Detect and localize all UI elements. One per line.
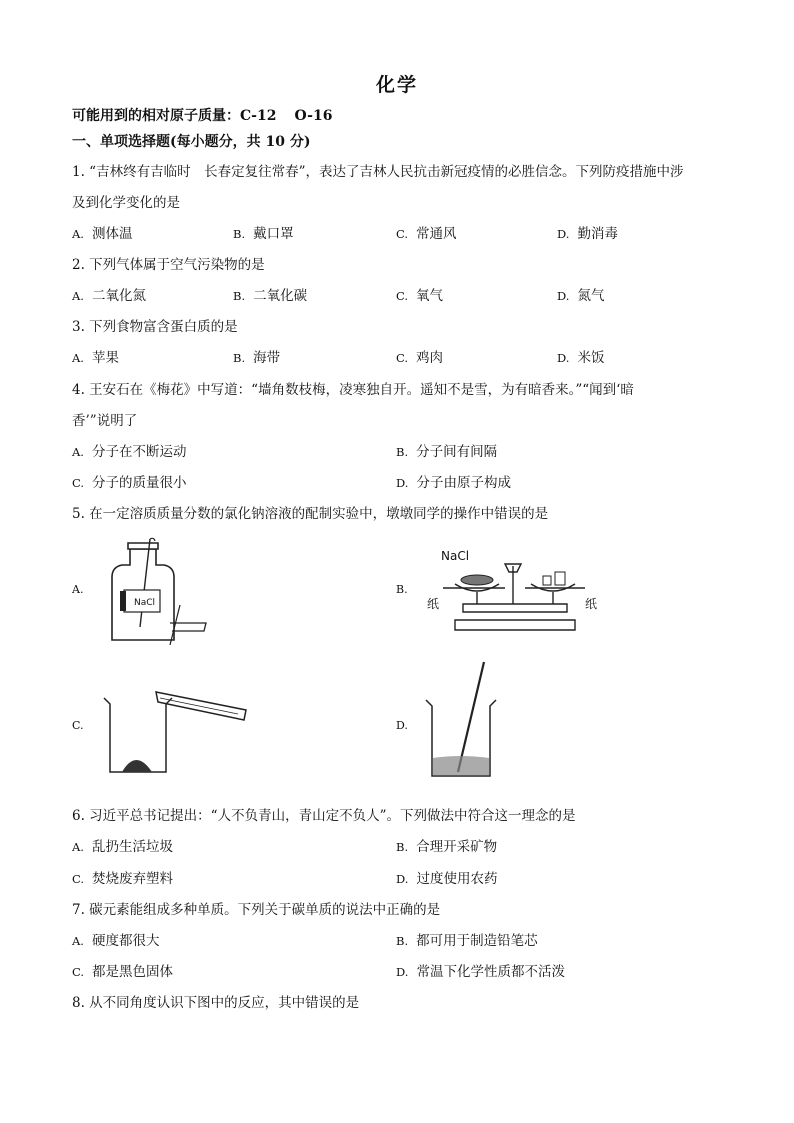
- option-text: 常温下化学性质都不活泼: [416, 964, 565, 980]
- q6-option-a[interactable]: [72, 835, 173, 855]
- option-text: 海带: [253, 350, 281, 366]
- option-text: 氮气: [577, 288, 605, 304]
- q5-option-a-label[interactable]: A.: [72, 583, 84, 596]
- option-letter: B.: [233, 351, 246, 365]
- q2-option-d[interactable]: [557, 284, 604, 304]
- section-heading: 一、单项选择题(每小题分，共 10 分): [72, 134, 311, 150]
- option-text: 都可用于制造铅笔芯: [416, 933, 538, 949]
- option-letter: B.: [396, 840, 409, 854]
- option-text: 分子在不断运动: [91, 444, 187, 460]
- q1-option-b[interactable]: [233, 222, 294, 242]
- option-text: 都是黑色固体: [92, 964, 174, 980]
- option-letter: C.: [72, 965, 85, 979]
- q6-option-b[interactable]: [396, 835, 497, 855]
- option-letter: D.: [396, 872, 409, 886]
- atomic-mass-info: [72, 105, 332, 125]
- option-letter: D.: [396, 965, 409, 979]
- option-letter: A.: [72, 840, 84, 854]
- option-text: 分子由原子构成: [416, 475, 511, 491]
- q4-option-d[interactable]: [396, 471, 511, 491]
- option-letter: A.: [72, 289, 84, 303]
- q2-option-a[interactable]: [72, 284, 146, 304]
- right-paper-label: 纸: [585, 597, 598, 611]
- balance-figure: [425, 542, 605, 634]
- q7-stem: 7. 碳元素能组成多种单质。下列关于碳单质的说法中正确的是: [72, 902, 441, 918]
- option-text: 常通风: [416, 226, 457, 242]
- option-letter: D.: [557, 289, 570, 303]
- q6-option-c[interactable]: [72, 867, 173, 887]
- q6-option-d[interactable]: [396, 867, 497, 887]
- option-letter: C.: [72, 476, 85, 490]
- option-letter: B.: [233, 289, 246, 303]
- option-text: 硬度都很大: [91, 933, 160, 949]
- q1-option-a[interactable]: [72, 222, 132, 242]
- q6-stem: 6. 习近平总书记提出：“人不负青山，青山定不负人”。下列做法中符合这一理念的是: [72, 808, 576, 824]
- option-text: 二氧化碳: [253, 288, 308, 304]
- q4-option-c[interactable]: [72, 471, 187, 491]
- option-text: 氧气: [416, 288, 444, 304]
- q3-option-d[interactable]: [557, 346, 604, 366]
- stirring-beaker-figure: [420, 658, 510, 783]
- option-letter: B.: [233, 227, 246, 241]
- q1-option-c[interactable]: [396, 222, 457, 242]
- q3-stem: 3. 下列食物富含蛋白质的是: [72, 319, 238, 335]
- option-text: 焚烧废弃塑料: [92, 871, 174, 887]
- q3-option-b[interactable]: [233, 346, 280, 366]
- reagent-bottle-figure: [100, 535, 210, 645]
- q2-option-c[interactable]: [396, 284, 443, 304]
- option-text: 合理开采矿物: [416, 839, 498, 855]
- q7-option-b[interactable]: [396, 929, 538, 949]
- option-letter: D.: [557, 351, 570, 365]
- q4-stem-line-2: 香’”说明了: [72, 413, 138, 429]
- q5-option-d-label[interactable]: D.: [396, 719, 408, 732]
- q1-stem-line-1: 1. “吉林终有吉临时 长春定复往常春”，表达了吉林人民抗击新冠疫情的必胜信念。下列防疫措施中涉: [72, 164, 684, 180]
- q5-stem: 5. 在一定溶质质量分数的氯化钠溶液的配制实验中，墩墩同学的操作中错误的是: [72, 506, 549, 522]
- option-text: 戴口罩: [253, 226, 294, 242]
- left-paper-label: 纸: [427, 597, 440, 611]
- q4-stem-line-1: 4. 王安石在《梅花》中写道：“墙角数枝梅，凌寒独自开。遥知不是雪，为有暗香来。”“闻到‘暗: [72, 382, 634, 398]
- q5-option-b-label[interactable]: B.: [396, 583, 408, 596]
- option-letter: B.: [396, 934, 409, 948]
- q2-stem: 2. 下列气体属于空气污染物的是: [72, 257, 265, 273]
- q1-option-d[interactable]: [557, 222, 618, 242]
- q8-stem: 8. 从不同角度认识下图中的反应，其中错误的是: [72, 995, 360, 1011]
- option-text: 二氧化氮: [91, 288, 146, 304]
- balance-nacl-label: NaCl: [441, 549, 470, 563]
- option-text: 鸡肉: [416, 350, 444, 366]
- option-text: 苹果: [91, 350, 119, 366]
- option-letter: C.: [396, 227, 409, 241]
- option-letter: A.: [72, 445, 84, 459]
- q3-option-a[interactable]: [72, 346, 119, 366]
- q4-option-a[interactable]: [72, 440, 186, 460]
- option-letter: A.: [72, 351, 84, 365]
- q7-option-d[interactable]: [396, 960, 565, 980]
- option-text: 乱扔生活垃圾: [91, 839, 173, 855]
- pouring-beaker-figure: [96, 668, 256, 778]
- q7-option-a[interactable]: [72, 929, 159, 949]
- atomic-mass-label: 可能用到的相对原子质量：: [72, 108, 240, 124]
- exam-title: 化学: [375, 74, 418, 96]
- option-letter: C.: [396, 289, 409, 303]
- option-text: 分子间有间隔: [416, 444, 498, 460]
- option-letter: C.: [396, 351, 409, 365]
- q7-option-c[interactable]: [72, 960, 173, 980]
- q5-option-c-label[interactable]: C.: [72, 719, 84, 732]
- q3-option-c[interactable]: [396, 346, 443, 366]
- atomic-mass-carbon: C-12: [240, 108, 277, 124]
- option-letter: D.: [396, 476, 409, 490]
- option-letter: C.: [72, 872, 85, 886]
- option-letter: A.: [72, 934, 84, 948]
- option-text: 分子的质量很小: [92, 475, 187, 491]
- q4-option-b[interactable]: [396, 440, 497, 460]
- option-text: 过度使用农药: [416, 871, 498, 887]
- atomic-mass-oxygen: O-16: [294, 108, 333, 124]
- reagent-label-text: NaCl: [134, 598, 156, 608]
- option-text: 勤消毒: [577, 226, 618, 242]
- q2-option-b[interactable]: [233, 284, 307, 304]
- option-text: 米饭: [577, 350, 605, 366]
- q1-stem-line-2: 及到化学变化的是: [72, 195, 180, 211]
- option-letter: B.: [396, 445, 409, 459]
- option-letter: D.: [557, 227, 570, 241]
- option-text: 测体温: [91, 226, 133, 242]
- option-letter: A.: [72, 227, 84, 241]
